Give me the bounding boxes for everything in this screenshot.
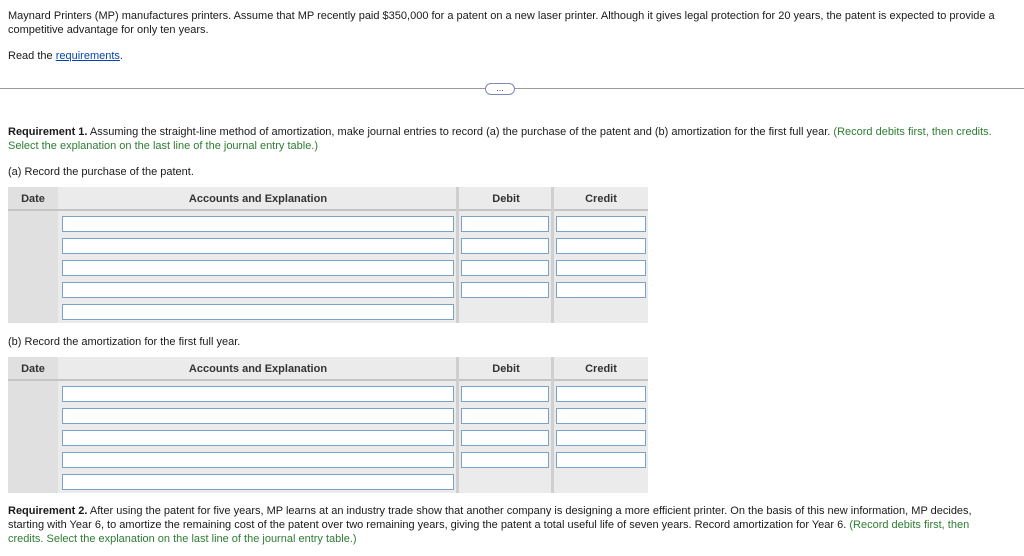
credit-field[interactable] [556, 238, 646, 254]
account-field[interactable] [62, 452, 454, 468]
requirement-2-text [8, 504, 1003, 546]
accounts-header: Accounts and Explanation [188, 193, 328, 205]
debit-field[interactable] [461, 238, 549, 254]
requirement-2-hint: (Record debits first, then credits. Select the explanation on the last line of the journal entry table.) [8, 519, 970, 545]
debit-field[interactable] [461, 282, 549, 298]
requirement-1-hint: (Record debits first, then credits. Select the explanation on the last line of the journal entry table.) [8, 126, 992, 152]
date-header: Date [21, 363, 45, 375]
credit-field[interactable] [556, 216, 646, 232]
journal-table-b [8, 357, 648, 493]
credit-field[interactable] [556, 408, 646, 424]
column-separator [551, 357, 554, 493]
credit-field[interactable] [556, 260, 646, 276]
explanation-field[interactable] [62, 474, 454, 490]
credit-field[interactable] [556, 282, 646, 298]
part-a-title: (a) Record the purchase of the patent. [8, 166, 194, 178]
account-field[interactable] [62, 430, 454, 446]
credit-field[interactable] [556, 452, 646, 468]
requirement-1-label: Requirement 1. [8, 126, 88, 138]
requirements-link[interactable]: requirements [55, 50, 120, 62]
read-suffix: . [119, 50, 123, 62]
debit-field[interactable] [461, 216, 549, 232]
requirement-2-body: After using the patent for five years, MP learns at an industry trade show that another company is designing a more efficient printer. On the basis of this new information, MP decides, starting with Year 6, to amortize the remaining cost of the patent over two remaining years, giving the patent a total useful life of seven years. Record amortization for Year 6. [8, 505, 972, 531]
debit-field[interactable] [461, 408, 549, 424]
column-separator [551, 187, 554, 323]
journal-table-a [8, 187, 648, 323]
expand-more-button[interactable]: ... [485, 83, 515, 95]
account-field[interactable] [62, 260, 454, 276]
problem-statement: Maynard Printers (MP) manufactures printers. Assume that MP recently paid $350,000 for a patent on a new laser printer. Although it gives legal protection for 20 years, the patent is expected to provide a competitive advantage for only ten years. [8, 10, 995, 36]
debit-field[interactable] [461, 386, 549, 402]
credit-header: Credit [585, 193, 617, 205]
account-field[interactable] [62, 408, 454, 424]
part-b-title: (b) Record the amortization for the first full year. [8, 336, 241, 348]
credit-field[interactable] [556, 386, 646, 402]
debit-field[interactable] [461, 260, 549, 276]
credit-header: Credit [585, 363, 617, 375]
requirement-1-text [8, 125, 1008, 153]
debit-field[interactable] [461, 452, 549, 468]
accounts-header: Accounts and Explanation [188, 363, 328, 375]
read-requirements-line [8, 50, 123, 62]
column-separator [456, 357, 459, 493]
account-field[interactable] [62, 282, 454, 298]
date-header: Date [21, 193, 45, 205]
account-field[interactable] [62, 238, 454, 254]
account-field[interactable] [62, 216, 454, 232]
account-field[interactable] [62, 386, 454, 402]
requirement-1-body: Assuming the straight-line method of amortization, make journal entries to record (a) the purchase of the patent and (b) amortization for the first full year. [87, 126, 831, 138]
column-separator [456, 187, 459, 323]
debit-header: Debit [492, 193, 520, 205]
credit-field[interactable] [556, 430, 646, 446]
debit-field[interactable] [461, 430, 549, 446]
debit-header: Debit [492, 363, 520, 375]
read-prefix: Read the [8, 50, 56, 62]
explanation-field[interactable] [62, 304, 454, 320]
requirement-2-label: Requirement 2. [8, 505, 88, 517]
